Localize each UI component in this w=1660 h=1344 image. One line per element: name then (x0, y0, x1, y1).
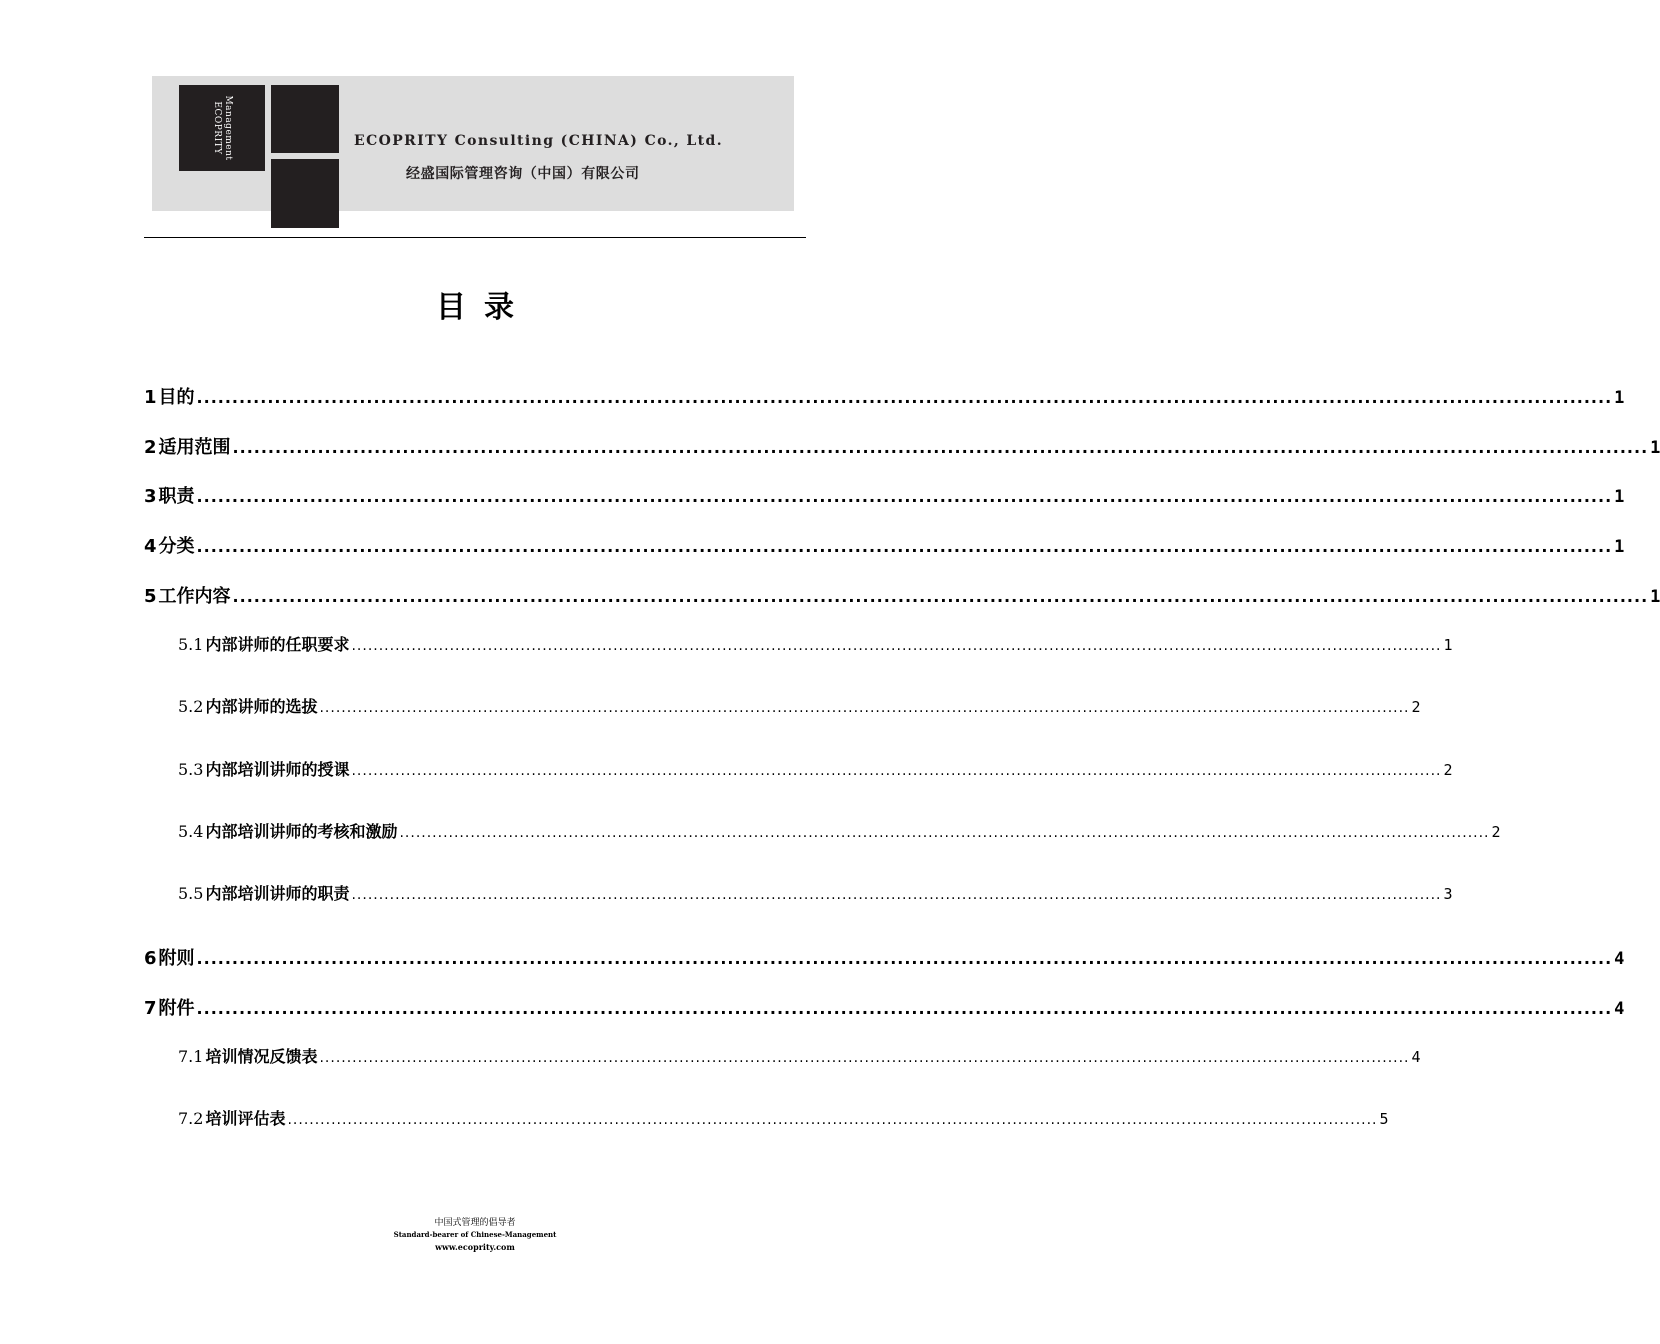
toc-entry-number: 5.1 (178, 635, 204, 654)
toc-entry-label: 内部讲师的选拔 (205, 697, 318, 716)
toc-entry-title (178, 819, 397, 842)
logo-square-top (271, 85, 339, 153)
toc-entry-number: 7.1 (178, 1047, 204, 1066)
toc-entry[interactable] (178, 694, 1421, 717)
toc-page-number: 1 (1614, 388, 1625, 408)
toc-entry-number: 5.5 (178, 884, 204, 903)
toc-page-number: 3 (1443, 885, 1453, 903)
toc-page-number: 1 (1650, 587, 1660, 607)
toc-page-number: 5 (1379, 1110, 1389, 1128)
toc-entry-number: 6 (144, 948, 157, 969)
toc-page-number: 1 (1614, 537, 1625, 557)
toc-entry-title (178, 1044, 317, 1067)
toc-entry-title (178, 1106, 285, 1129)
toc-leader-dots: ........................................................................................................................................................................................................ (351, 763, 1442, 779)
page-title: 目录 (436, 290, 532, 325)
toc-leader-dots: ........................................................................................................................................................................................................ (319, 700, 1410, 716)
toc-entry[interactable] (144, 944, 1625, 970)
toc-page-number: 2 (1411, 698, 1421, 716)
toc-entry-title (178, 632, 349, 655)
toc-leader-dots: ........................................................................................................................................................................................................ (319, 1050, 1410, 1066)
toc-entry[interactable] (178, 1044, 1421, 1067)
toc-entry-number: 5 (144, 586, 157, 607)
toc-entry-number: 7 (144, 998, 157, 1019)
footer-slogan-cn: 中国式管理的倡导者 (434, 1218, 516, 1228)
toc-leader-dots: ........................................................................................................................................................................................................ (351, 638, 1442, 654)
toc-entry-title (178, 694, 317, 717)
toc-entry[interactable] (144, 532, 1625, 558)
toc-leader-dots: ........................................................................................................................................................................................................ (196, 999, 1613, 1018)
toc-entry-label: 内部培训讲师的授课 (205, 760, 350, 779)
toc-entry-number: 5.2 (178, 697, 204, 716)
toc-entry-title (178, 757, 349, 780)
toc-leader-dots: ........................................................................................................................................................................................................ (196, 949, 1613, 968)
toc-leader-dots: ........................................................................................................................................................................................................ (351, 887, 1442, 903)
toc-entry-number: 5.4 (178, 822, 204, 841)
company-name-cn: 经盛国际管理咨询（中国）有限公司 (406, 166, 640, 182)
toc-entry-number: 2 (144, 437, 157, 458)
toc-entry-title (144, 994, 195, 1020)
toc-entry[interactable] (144, 582, 1660, 608)
toc-entry-label: 附则 (158, 948, 195, 969)
toc-entry-number: 3 (144, 486, 157, 507)
toc-leader-dots: ........................................................................................................................................................................................................ (196, 388, 1613, 407)
logo-line-1: Management (223, 95, 233, 161)
toc-entry-label: 培训评估表 (205, 1109, 286, 1128)
toc-page-number: 4 (1614, 949, 1625, 969)
toc-entry[interactable] (144, 383, 1625, 409)
logo-line-2: ECOPRITY (212, 101, 222, 155)
toc-entry[interactable] (178, 632, 1453, 655)
toc-page-number: 2 (1443, 761, 1453, 779)
toc-entry-title (144, 944, 195, 970)
toc-entry-number: 1 (144, 387, 157, 408)
toc-entry-title (144, 482, 195, 508)
logo-text (211, 85, 233, 171)
footer-website: www.ecoprity.com (435, 1242, 515, 1252)
toc-leader-dots: ........................................................................................................................................................................................................ (287, 1112, 1378, 1128)
toc-entry-label: 内部讲师的任职要求 (205, 635, 350, 654)
toc-entry[interactable] (178, 819, 1501, 842)
toc-entry-title (144, 433, 231, 459)
toc-entry-title (144, 582, 231, 608)
toc-entry-label: 附件 (158, 998, 195, 1019)
toc-entry-title (144, 532, 195, 558)
toc-page-number: 4 (1411, 1048, 1421, 1066)
toc-entry[interactable] (178, 757, 1453, 780)
toc-page-number: 1 (1443, 636, 1453, 654)
toc-entry-label: 分类 (158, 536, 195, 557)
toc-page-number: 4 (1614, 999, 1625, 1019)
toc-leader-dots: ........................................................................................................................................................................................................ (196, 487, 1613, 506)
toc-leader-dots: ........................................................................................................................................................................................................ (196, 537, 1613, 556)
footer-slogan-en: Standard-bearer of Chinese-Management (393, 1230, 557, 1239)
toc-entry-label: 适用范围 (158, 437, 231, 458)
toc-entry-title (178, 881, 349, 904)
toc-entry-title (144, 383, 195, 409)
toc-entry-label: 目的 (158, 387, 195, 408)
toc-entry-label: 内部培训讲师的职责 (205, 884, 350, 903)
toc-entry[interactable] (144, 994, 1625, 1020)
toc-entry[interactable] (178, 1106, 1389, 1129)
toc-entry-number: 7.2 (178, 1109, 204, 1128)
toc-entry-label: 工作内容 (158, 586, 231, 607)
toc-page-number: 2 (1491, 823, 1501, 841)
toc-entry-number: 4 (144, 536, 157, 557)
company-name-en: ECOPRITY Consulting (CHINA) Co., Ltd. (354, 133, 724, 149)
toc-entry[interactable] (178, 881, 1453, 904)
toc-entry[interactable] (144, 433, 1660, 459)
toc-page-number: 1 (1614, 487, 1625, 507)
header-divider (144, 237, 806, 238)
toc-leader-dots: ........................................................................................................................................................................................................ (232, 587, 1649, 606)
toc-entry[interactable] (144, 482, 1625, 508)
toc-entry-number: 5.3 (178, 760, 204, 779)
logo-square-bottom (271, 159, 339, 228)
toc-entry-label: 培训情况反馈表 (205, 1047, 318, 1066)
toc-page-number: 1 (1650, 438, 1660, 458)
toc-entry-label: 职责 (158, 486, 195, 507)
toc-leader-dots: ........................................................................................................................................................................................................ (399, 825, 1490, 841)
toc-leader-dots: ........................................................................................................................................................................................................ (232, 438, 1649, 457)
toc-entry-label: 内部培训讲师的考核和激励 (205, 822, 398, 841)
